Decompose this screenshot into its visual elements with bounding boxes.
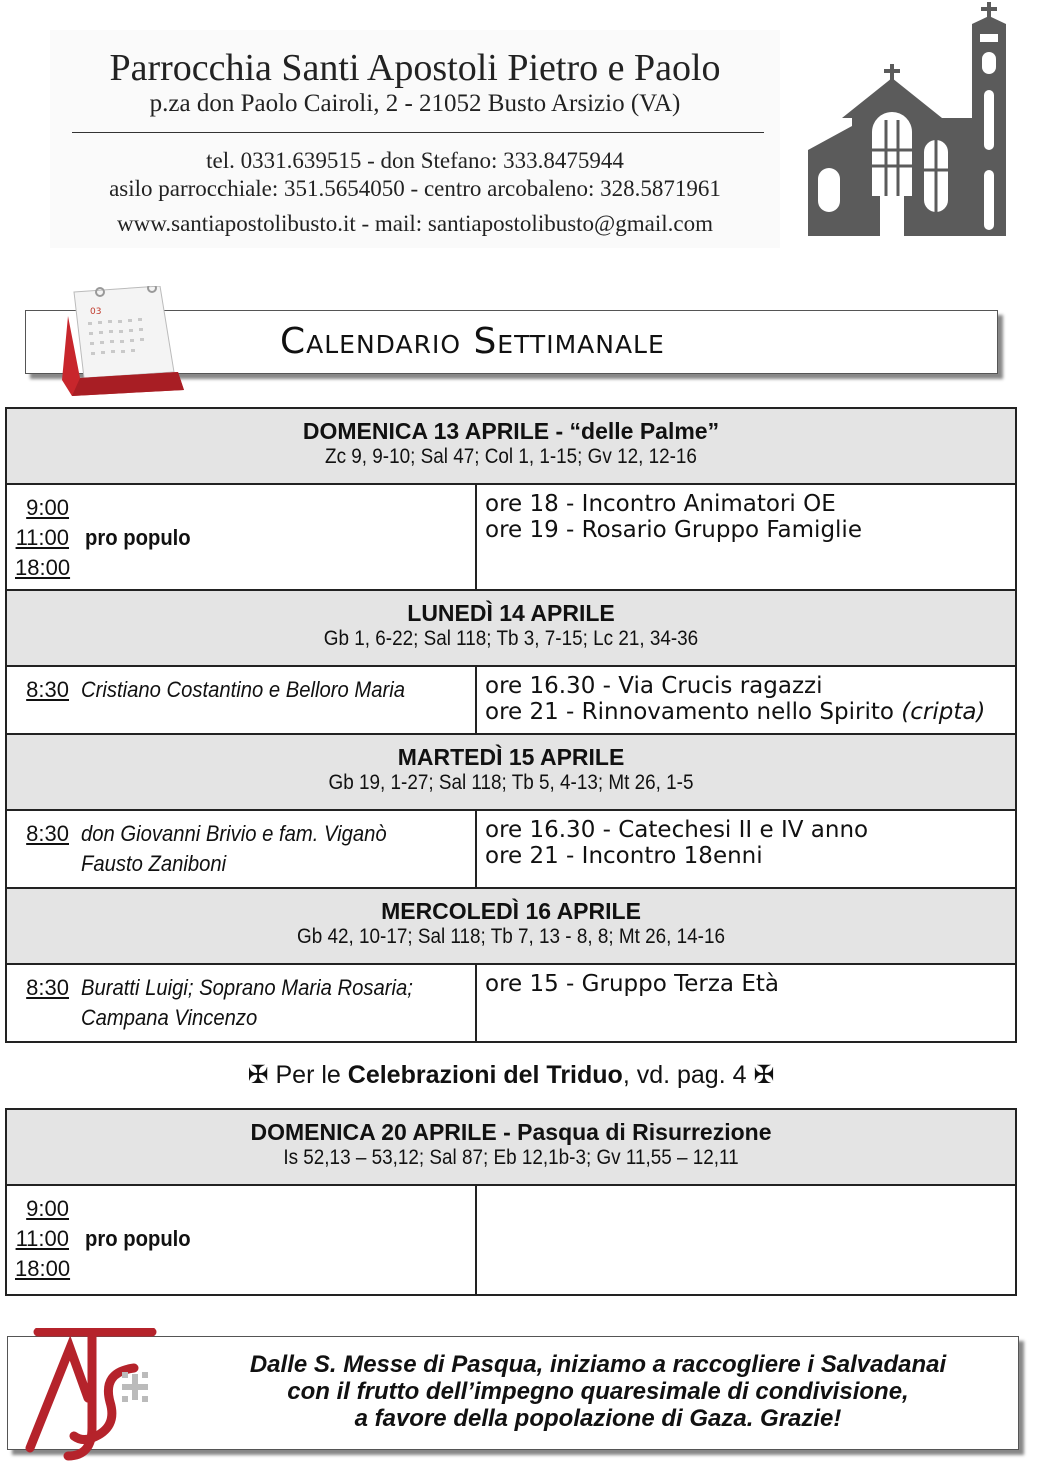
- mass-times: [15, 493, 69, 583]
- day-readings: Gb 19, 1-27; Sal 118; Tb 5, 4-13; Mt 26, 1-5: [328, 771, 694, 794]
- parish-name: Parrocchia Santi Apostoli Pietro e Paolo: [109, 47, 721, 89]
- footer-line: Dalle S. Messe di Pasqua, iniziamo a raccogliere i Salvadanai: [249, 1351, 947, 1378]
- mass-time: 18:00: [15, 1256, 71, 1281]
- day-header: [7, 735, 1015, 811]
- mass-intent: don Giovanni Brivio e fam. Viganò: [81, 821, 387, 846]
- mass-row: [15, 821, 413, 847]
- day-header: [7, 889, 1015, 965]
- ats-jerusalem-cross-logo: [22, 1328, 172, 1462]
- parish-address: p.za don Paolo Cairoli, 2 - 21052 Busto Arsizio (VA): [149, 90, 681, 117]
- mass-time: 8:30: [26, 821, 69, 846]
- mass-row-continued: [69, 1005, 273, 1031]
- mass-column: [7, 485, 477, 591]
- day-title: MARTEDÌ 15 APRILE: [397, 744, 625, 770]
- triduo-prefix: Per le: [275, 1061, 348, 1089]
- events-column: [477, 1186, 1015, 1294]
- mass-time: 11:00: [15, 525, 69, 550]
- day-title: DOMENICA 20 APRILE - Pasqua di Risurrezione: [250, 1119, 772, 1145]
- footer-message: [188, 1351, 1008, 1432]
- events-column: [477, 485, 1015, 591]
- events-column: [477, 811, 1015, 887]
- mass-column: [7, 1186, 477, 1294]
- day-table-lunedi-14: [5, 589, 1017, 737]
- day-table-domenica-20: [5, 1108, 1017, 1296]
- footer-line: con il frutto dell’impegno quaresimale di condivisione,: [287, 1378, 909, 1405]
- day-readings: Gb 1, 6-22; Sal 118; Tb 3, 7-15; Lc 21, 34-36: [323, 627, 699, 650]
- header-divider: [72, 132, 764, 133]
- church-icon: [806, 0, 1006, 236]
- event-location-note: (cripta): [901, 699, 986, 725]
- mass-intent: Buratti Luigi; Soprano Maria Rosaria;: [81, 975, 413, 1000]
- triduo-bold: Celebrazioni del Triduo: [347, 1061, 623, 1089]
- events-column: [477, 667, 1015, 735]
- page-title: Calendario Settimanale: [280, 321, 665, 362]
- triduo-note: [0, 1060, 1022, 1090]
- mass-intent: Fausto Zaniboni: [81, 851, 227, 876]
- day-body: [7, 1186, 1015, 1294]
- mass-times: [15, 1194, 69, 1284]
- day-body: [7, 965, 1015, 1041]
- mass-row: [15, 677, 433, 703]
- mass-time: 9:00: [26, 1196, 69, 1221]
- mass-time: 18:00: [15, 555, 71, 580]
- day-title: MERCOLEDÌ 16 APRILE: [381, 898, 641, 924]
- day-header: [7, 409, 1015, 485]
- web-mail-line: www.santiapostolibusto.it - mail: santiapostolibusto@gmail.com: [117, 211, 713, 236]
- desk-calendar-icon: [62, 286, 184, 398]
- mass-time: 8:30: [26, 677, 69, 702]
- day-body: [7, 485, 1015, 591]
- cross-icon: ✠: [247, 1061, 269, 1089]
- mass-row: [15, 975, 442, 1001]
- day-table-domenica-13: [5, 407, 1017, 593]
- day-title: DOMENICA 13 APRILE - “delle Palme”: [302, 418, 720, 444]
- mass-time: 11:00: [15, 1226, 69, 1251]
- events-column: [477, 965, 1015, 1041]
- day-header: [7, 591, 1015, 667]
- mass-column: [7, 667, 477, 735]
- mass-row-continued: [69, 851, 239, 877]
- event-item: ore 15 - Gruppo Terza Età: [485, 971, 779, 997]
- phone-line: tel. 0331.639515 - don Stefano: 333.8475944: [206, 148, 624, 173]
- event-item: ore 19 - Rosario Gruppo Famiglie: [485, 517, 862, 543]
- event-item: ore 18 - Incontro Animatori OE: [485, 491, 836, 517]
- mass-intent: Campana Vincenzo: [81, 1005, 258, 1030]
- mass-column: [7, 965, 477, 1041]
- asilo-line: asilo parrocchiale: 351.5654050 - centro arcobaleno: 328.5871961: [109, 176, 721, 201]
- cross-icon: ✠: [753, 1061, 775, 1089]
- day-header: [7, 1110, 1015, 1186]
- day-readings: Is 52,13 – 53,12; Sal 87; Eb 12,1b-3; Gv 11,55 – 12,11: [283, 1146, 739, 1169]
- day-title: LUNEDÌ 14 APRILE: [407, 600, 615, 626]
- mass-intent: Cristiano Costantino e Belloro Maria: [81, 677, 405, 702]
- day-readings: Zc 9, 9-10; Sal 47; Col 1, 1-15; Gv 12, 12-16: [325, 445, 697, 468]
- day-body: [7, 811, 1015, 887]
- mass-intent: pro populo: [85, 525, 191, 550]
- calendar-month-number: 03: [90, 307, 102, 317]
- mass-column: [7, 811, 477, 887]
- triduo-suffix: , vd. pag. 4: [622, 1061, 754, 1089]
- day-body: [7, 667, 1015, 735]
- footer-line: a favore della popolazione di Gaza. Grazie!: [354, 1405, 842, 1432]
- event-text: ore 21 - Rinnovamento nello Spirito: [485, 699, 894, 725]
- mass-time: 8:30: [26, 975, 69, 1000]
- day-table-martedi-15: [5, 733, 1017, 889]
- mass-time: 9:00: [26, 495, 69, 520]
- event-item: ore 16.30 - Via Crucis ragazzi: [485, 673, 823, 699]
- event-item: [485, 699, 1015, 725]
- day-readings: Gb 42, 10-17; Sal 118; Tb 7, 13 - 8, 8; Mt 26, 14-16: [297, 925, 725, 948]
- event-item: ore 16.30 - Catechesi II e IV anno: [485, 817, 869, 843]
- day-table-mercoledi-16: [5, 887, 1017, 1043]
- mass-intent: pro populo: [85, 1226, 191, 1251]
- event-item: ore 21 - Incontro 18enni: [485, 843, 763, 869]
- parish-header: [50, 30, 780, 248]
